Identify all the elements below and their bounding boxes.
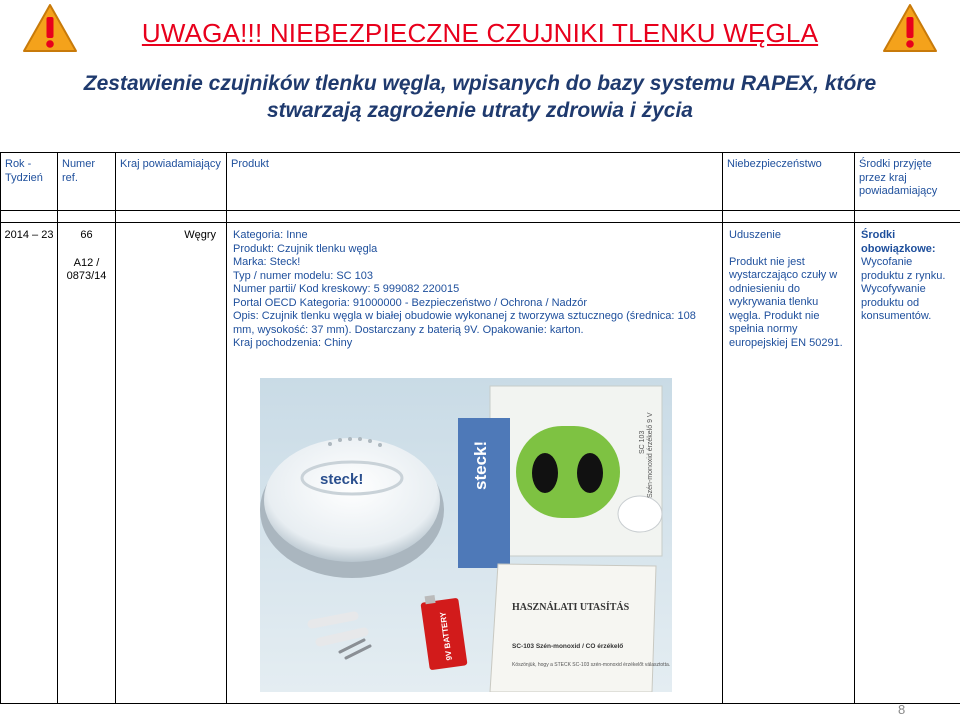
table-spacer-row (1, 211, 960, 223)
partii-label: Numer partii/ Kod kreskowy: (233, 283, 371, 295)
oecd-label: Portal OECD Kategoria: (233, 296, 350, 309)
marka-value: Steck! (266, 256, 301, 268)
header-rok-tydzien: Rok - Tydzień (1, 153, 58, 211)
rok-tydzien-value: 2014 – 23 (4, 229, 54, 241)
pochodzenie-label: Kraj pochodzenia: (233, 337, 322, 349)
product-produkt (233, 243, 716, 257)
pochodzenie-value: Chiny (321, 337, 353, 349)
niebezp-title: Uduszenie (729, 229, 781, 241)
cell-numer-ref (58, 223, 116, 704)
produkt-label: Produkt: (233, 242, 274, 255)
srodki-description: Wycofanie produktu z rynku. Wycofywanie produktu od konsumentów. (861, 256, 946, 322)
device-brand: steck! (320, 471, 364, 488)
product-kategoria (233, 229, 716, 243)
booklet-title: HASZNÁLATI UTASÍTÁS (512, 602, 630, 613)
subtitle-line-1: Zestawienie czujników tlenku węgla, wpisanych do bazy systemu RAPEX, które (83, 72, 877, 95)
cell-niebezpieczenstwo (723, 223, 855, 704)
box-side-text: Szén-monoxid érzékelő 9 V (647, 412, 654, 498)
opis-label: Opis (233, 310, 256, 322)
numer-value: 66 (80, 229, 93, 241)
product-photo (260, 378, 672, 692)
header-niebezpieczenstwo: Niebezpieczeństwo (723, 153, 855, 211)
subtitle-line-2: stwarzają zagrożenie utraty zdrowia i życia (267, 99, 693, 122)
kategoria-label: Kategoria (233, 229, 281, 241)
box-brand: steck! (471, 440, 490, 490)
kategoria-value: : Inne (280, 229, 308, 241)
header-srodki: Środki przyjęte przez kraj powiadamiający (855, 153, 960, 211)
header-produkt: Produkt (227, 153, 723, 211)
battery-label: 9V BATTERY (438, 611, 454, 661)
oecd-value: 91000000 - Bezpieczeństwo / Ochrona / Nadzór (349, 296, 588, 309)
detector-device (260, 437, 444, 578)
product-pochodzenie (233, 337, 716, 351)
header-kraj: Kraj powiadamiający (116, 153, 227, 211)
page-number: 8 (898, 702, 906, 716)
product-opis (233, 310, 716, 337)
marka-label: Marka: (233, 256, 267, 268)
typ-value: SC 103 (333, 269, 374, 282)
opis-value: : Czujnik tlenku węgla w białej obudowie wykonanej z tworzywa sztucznego (średnica: 108 mm, wysokość: 37 mm). Dostarczany z baterią 9V. Opakowanie: karton. (233, 310, 696, 336)
cell-kraj (116, 223, 227, 704)
cell-rok-tydzien (1, 223, 58, 704)
produkt-value: Czujnik tlenku węgla (273, 242, 378, 255)
typ-label: Typ / numer modelu: (233, 269, 334, 282)
product-typ (233, 270, 716, 284)
product-oecd (233, 297, 716, 311)
partii-value: 5 999082 220015 (370, 283, 460, 295)
box-model-text: SC 103 (639, 430, 646, 454)
product-partii (233, 283, 716, 297)
page-subtitle (30, 70, 930, 124)
page-title: UWAGA!!! NIEBEZPIECZNE CZUJNIKI TLENKU WĘGLA (141, 18, 819, 48)
cell-srodki (855, 223, 960, 704)
table-header-row (1, 153, 960, 211)
ref-value: A12 / 0873/14 (66, 256, 107, 282)
kraj-value: Węgry (184, 229, 216, 241)
niebezp-description: Produkt nie jest wystarczająco czuły w odniesieniu do wykrywania tlenku węgla. Produkt nie spełnia normy europejskiej EN 50291. (729, 255, 843, 349)
booklet-model: SC-103 Szén-monoxid / CO érzékelő (512, 643, 624, 650)
booklet-text: Köszönjük, hogy a STECK SC-103 szén-monoxid érzékelőt választotta. (512, 662, 671, 668)
header-numer-ref: Numer ref. (58, 153, 116, 211)
srodki-title: Środki obowiązkowe: (861, 229, 936, 255)
instruction-booklet (490, 564, 670, 692)
product-marka (233, 256, 716, 270)
